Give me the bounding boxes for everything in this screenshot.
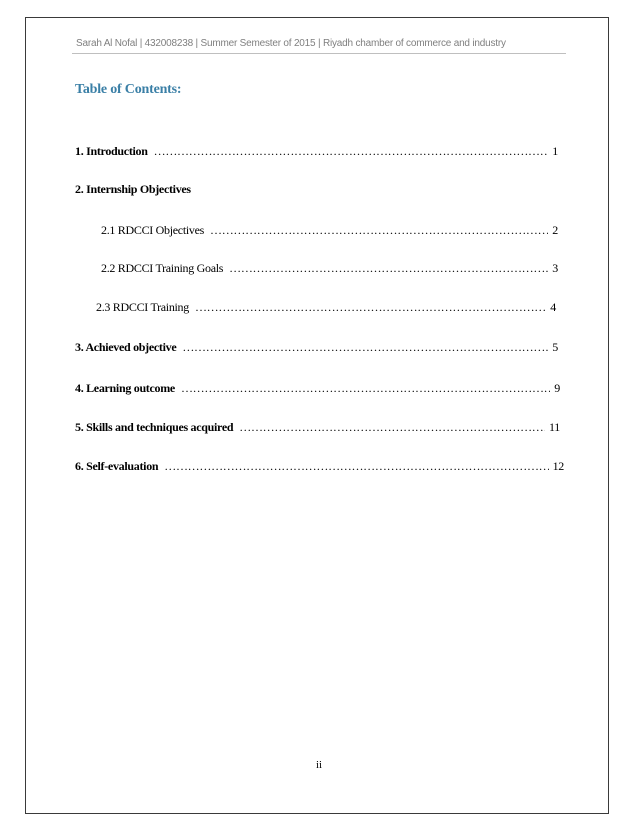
- toc-leader-dots: [164, 459, 548, 474]
- toc-entry-page: 1: [552, 144, 558, 158]
- toc-entry-rdcci-objectives[interactable]: [101, 223, 558, 238]
- toc-entry-label: 2. Internship Objectives: [75, 182, 191, 196]
- toc-entry-page: 11: [549, 420, 560, 434]
- toc-entry-label: 6. Self-evaluation: [75, 459, 159, 473]
- toc-entry-page: 4: [550, 300, 556, 314]
- toc-entry-rdcci-training[interactable]: [96, 300, 556, 315]
- toc-entry-page: 5: [552, 340, 558, 354]
- toc-entry-label: 1. Introduction: [75, 144, 148, 158]
- toc-entry-label: 2.3 RDCCI Training: [96, 300, 189, 314]
- page-border: [25, 17, 609, 814]
- toc-entry-label: 2.1 RDCCI Objectives: [101, 223, 204, 237]
- toc-leader-dots: [239, 420, 545, 435]
- running-header: Sarah Al Nofal | 432008238 | Summer Semester of 2015 | Riyadh chamber of commerce and industry: [76, 38, 506, 49]
- toc-entry-skills-techniques[interactable]: [75, 420, 560, 435]
- toc-leader-dots: [182, 340, 548, 355]
- toc-entry-label: 4. Learning outcome: [75, 381, 175, 395]
- toc-leader-dots: [154, 144, 549, 159]
- toc-leader-dots: [229, 261, 548, 276]
- page-number: ii: [315, 759, 323, 771]
- toc-leader-dots: [181, 381, 550, 396]
- header-divider: [72, 53, 566, 54]
- toc-entry-label: 2.2 RDCCI Training Goals: [101, 261, 224, 275]
- toc-entry-achieved-objective[interactable]: [75, 340, 558, 355]
- toc-entry-page: 9: [554, 381, 560, 395]
- toc-entry-introduction[interactable]: [75, 144, 558, 159]
- toc-entry-page: 12: [552, 459, 564, 473]
- toc-entry-self-evaluation[interactable]: [75, 459, 564, 474]
- toc-entry-internship-objectives[interactable]: [75, 182, 191, 197]
- toc-entry-page: 2: [552, 223, 558, 237]
- toc-title: Table of Contents:: [75, 82, 182, 97]
- toc-leader-dots: [210, 223, 548, 238]
- toc-entry-learning-outcome[interactable]: [75, 381, 560, 396]
- toc-entry-rdcci-training-goals[interactable]: [101, 261, 558, 276]
- toc-entry-page: 3: [552, 261, 558, 275]
- toc-leader-dots: [195, 300, 546, 315]
- toc-entry-label: 3. Achieved objective: [75, 340, 177, 354]
- toc-entry-label: 5. Skills and techniques acquired: [75, 420, 234, 434]
